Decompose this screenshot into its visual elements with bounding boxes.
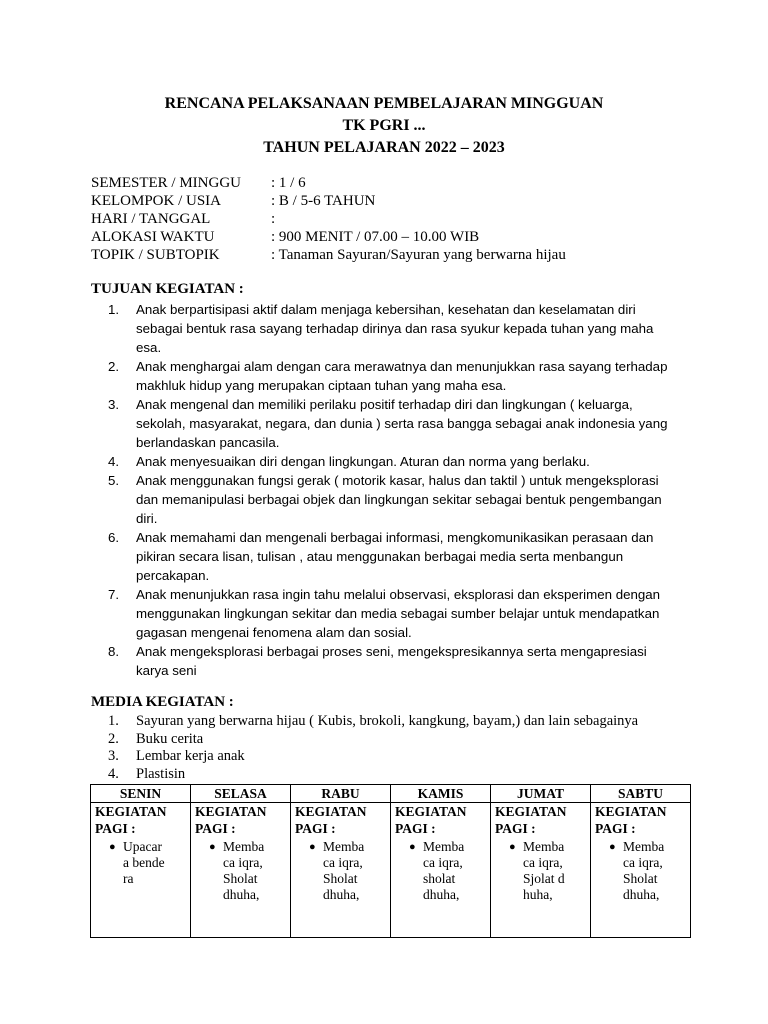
bullet-icon: ● [609, 841, 616, 853]
list-item [108, 585, 678, 642]
table-row [91, 803, 691, 938]
meta-row [91, 192, 566, 210]
activity-text: Membaca iqra,Sjolat dhuha, [523, 839, 565, 902]
item-number: 3. [108, 397, 120, 412]
item-text: Plastisin [136, 765, 186, 782]
table-header-row [91, 785, 691, 803]
list-item [108, 528, 678, 585]
item-number: 1. [108, 302, 120, 317]
item-number: 5. [108, 473, 120, 488]
activity-item [395, 839, 486, 903]
item-number: 7. [108, 587, 120, 602]
list-item [108, 300, 678, 357]
meta-value: : Tanaman Sayuran/Sayuran yang berwarna hijau [271, 247, 566, 263]
item-text: Lembar kerja anak [136, 748, 245, 764]
activity-item [95, 839, 186, 887]
item-number: 2. [108, 359, 120, 374]
meta-row [91, 210, 566, 228]
list-item [108, 395, 678, 452]
item-number: 6. [108, 530, 120, 545]
item-text: Anak mengenal dan memiliki perilaku positif terhadap diri dan lingkungan ( keluarga, sekolah, masyarakat, negara, dan dunia ) serta rasa bangga sebagai anak indonesia yang berlandaskan pancasila. [136, 397, 668, 450]
bullet-icon: ● [409, 841, 416, 853]
activity-label: KEGIATAN PAGI : [495, 804, 567, 836]
column-header-rabu: RABU [291, 785, 391, 803]
table-cell [291, 803, 391, 938]
table-cell [191, 803, 291, 938]
item-text: Anak menyesuaikan diri dengan lingkungan. Aturan dan norma yang berlaku. [136, 454, 590, 469]
activity-item [495, 839, 586, 903]
activity-item [295, 839, 386, 903]
activity-item [595, 839, 686, 903]
item-number: 1. [108, 713, 119, 729]
schedule-table [90, 784, 691, 938]
meta-value: : 900 MENIT / 07.00 – 10.00 WIB [271, 229, 480, 245]
document-title: RENCANA PELAKSANAAN PEMBELAJARAN MINGGUAN [164, 95, 604, 112]
list-item [108, 471, 678, 528]
list-item [108, 642, 678, 680]
activity-label: KEGIATAN PAGI : [195, 804, 267, 836]
item-text: Anak memahami dan mengenali berbagai informasi, mengkomunikasikan perasaan dan pikiran secara lisan, tulisan , atau menggunakan berbagai media serta menbangun percakapan. [136, 530, 654, 583]
meta-row [91, 174, 566, 192]
item-number: 3. [108, 748, 119, 764]
item-text: Anak menggunakan fungsi gerak ( motorik kasar, halus dan taktil ) untuk mengeksplorasi dan memanipulasi berbagai objek dan lingkungan sekitar sebagai bentuk pengembangan diri. [136, 473, 662, 526]
bullet-icon: ● [509, 841, 516, 853]
column-header-jumat: JUMAT [491, 785, 591, 803]
item-text: Sayuran yang berwarna hijau ( Kubis, brokoli, kangkung, bayam,) dan lain sebagainya [136, 713, 639, 729]
activity-item [195, 839, 286, 903]
activity-text: Membaca iqra,Sholat dhuha, [323, 839, 365, 902]
table-cell [391, 803, 491, 938]
activity-label: KEGIATAN PAGI : [295, 804, 367, 836]
item-text: Buku cerita [136, 730, 204, 747]
item-number: 2. [108, 730, 119, 747]
list-item [108, 357, 678, 395]
activity-label: KEGIATAN PAGI : [395, 804, 467, 836]
school-name: TK PGRI ... [342, 117, 426, 134]
column-header-senin: SENIN [91, 785, 191, 803]
meta-key: SEMESTER / MINGGU [91, 175, 242, 191]
table-cell [591, 803, 691, 938]
column-header-sabtu: SABTU [591, 785, 691, 803]
academic-year: TAHUN PELAJARAN 2022 – 2023 [263, 139, 505, 156]
objectives-heading: TUJUAN KEGIATAN : [91, 281, 244, 297]
objectives-list [108, 300, 678, 680]
bullet-icon: ● [309, 841, 316, 853]
item-text: Anak mengeksplorasi berbagai proses seni, mengekspresikannya serta mengapresiasi karya seni [136, 644, 647, 678]
activity-text: Membaca iqra,Sholat dhuha, [223, 839, 265, 902]
meta-value: : B / 5-6 TAHUN [271, 193, 376, 209]
activity-text: Membaca iqra, Sholat dhuha, [623, 839, 665, 902]
meta-key: KELOMPOK / USIA [91, 193, 222, 209]
bullet-icon: ● [109, 841, 116, 853]
column-header-kamis: KAMIS [391, 785, 491, 803]
table-cell [91, 803, 191, 938]
meta-block [91, 174, 566, 264]
activity-label: KEGIATAN PAGI : [95, 804, 167, 836]
column-header-selasa: SELASA [191, 785, 291, 803]
item-number: 4. [108, 454, 120, 469]
list-item [108, 452, 678, 471]
list-item [108, 766, 638, 784]
meta-value: : [271, 211, 276, 227]
activity-label: KEGIATAN PAGI : [595, 804, 667, 836]
meta-key: ALOKASI WAKTU [91, 229, 215, 245]
meta-key: TOPIK / SUBTOPIK [91, 247, 220, 263]
meta-key: HARI / TANGGAL [91, 211, 211, 227]
item-text: Anak berpartisipasi aktif dalam menjaga kebersihan, kesehatan dan keselamatan diri sebagai bentuk rasa sayang terhadap dirinya dan rasa syukur kepada tuhan yang maha esa. [136, 302, 654, 355]
list-item [108, 748, 638, 766]
item-text: Anak menghargai alam dengan cara merawatnya dan menunjukkan rasa sayang terhadap makhluk hidup yang merupakan ciptaan tuhan yang maha esa. [136, 359, 668, 393]
media-list [108, 713, 638, 783]
media-heading: MEDIA KEGIATAN : [91, 694, 234, 710]
meta-value: : 1 / 6 [271, 175, 306, 191]
item-number: 4. [108, 765, 119, 782]
item-text: Anak menunjukkan rasa ingin tahu melalui observasi, eksplorasi dan eksperimen dengan menggunakan lingkungan sekitar dan media sebagai sumber belajar untuk mendapatkan gagasan mengenai fenomena alam dan sosial. [136, 587, 661, 640]
meta-row [91, 228, 566, 246]
activity-text: Upacara bendera [123, 839, 165, 886]
table-cell [491, 803, 591, 938]
bullet-icon: ● [209, 841, 216, 853]
activity-text: Membaca iqra,sholat dhuha, [423, 839, 465, 902]
item-number: 8. [108, 644, 120, 659]
meta-row [91, 246, 566, 264]
list-item [108, 713, 638, 731]
list-item [108, 731, 638, 749]
